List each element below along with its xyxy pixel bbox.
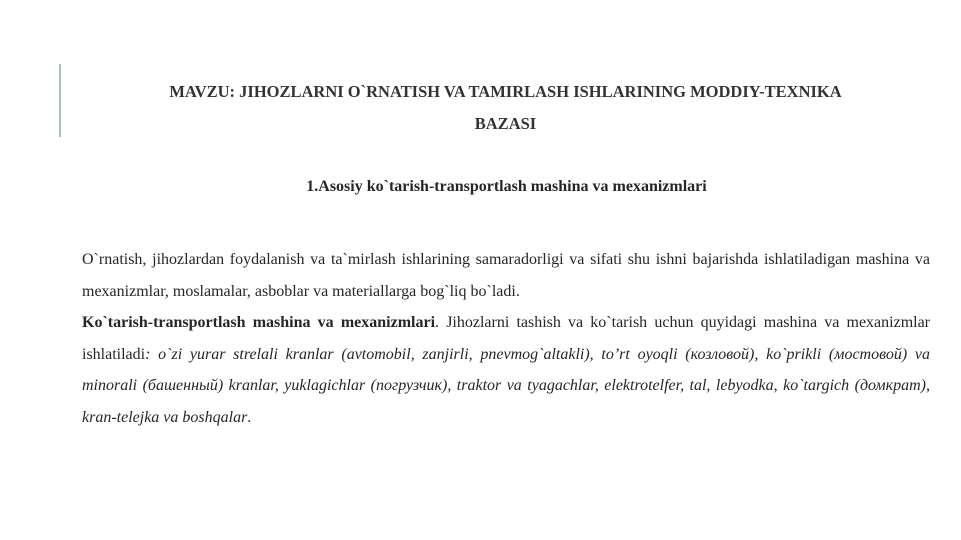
paragraph-machines: [82, 307, 930, 433]
slide-title-line-2: BAZASI: [474, 114, 537, 133]
paragraph-machines-italic-list: : o`zi yurar strelali kranlar (avtomobil, zanjirli, pnevmog`altakli), to’rt oyoqli (козловой), ko`prikli (мостовой) va minorali (башенный) kranlar, yuklagichlar (погрузчик), traktor va tyagachlar, elektrotelfer, tal, lebyodka, ko`targich (домкрат), kran-telejka va boshqalar: [82, 345, 931, 426]
paragraph-machines-plain: . Jihozlarni tashish va ko`tarish uchun quyidagi mashina va mexanizmlar ishlatiladi: [82, 314, 931, 363]
paragraph-intro: O`rnatish, jihozlardan foydalanish va ta`mirlash ishlarining samaradorligi va sifati shu ishni bajarishda ishlatiladigan mashina va mexanizmlar, moslamalar, asboblar va materiallarga bog`liq bo`ladi.: [82, 251, 930, 300]
section-heading: [84, 176, 929, 198]
section-heading-text: 1.Asosiy ko`tarish-transportlash mashina va mexanizmlari: [306, 178, 707, 195]
paragraph-machines-end: .: [247, 408, 252, 426]
title-accent-bar: [59, 64, 61, 137]
slide-title: [75, 76, 936, 140]
slide-title-line-1: MAVZU: JIHOZLARNI O`RNATISH VA TAMIRLASH ISHLARINING MODDIY-TEXNIKA: [169, 82, 842, 101]
paragraph-machines-bold-lead: Ko`tarish-transportlash mashina va mexanizmlari: [82, 314, 436, 332]
body-text: [82, 244, 930, 434]
